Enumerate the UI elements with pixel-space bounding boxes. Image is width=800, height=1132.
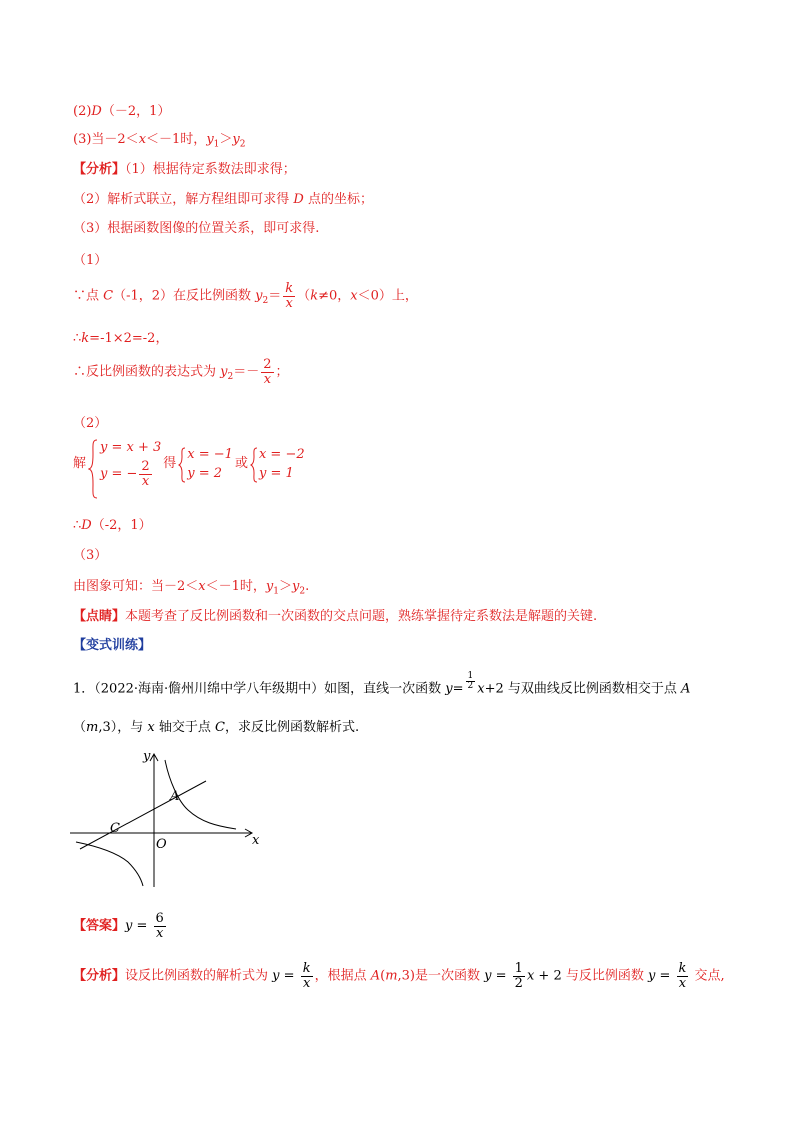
text: ＜－1时， <box>205 579 266 594</box>
linear-function-line <box>80 781 206 849</box>
denominator: x <box>678 975 687 991</box>
text: ＜0）上， <box>357 288 418 304</box>
analysis-step-3 <box>73 217 319 236</box>
text: 2 <box>262 296 269 307</box>
text: ＝－ <box>233 364 260 380</box>
text: ∴ <box>73 331 82 346</box>
hyperbola-branch-lower <box>76 842 143 886</box>
answer-part-3 <box>73 128 246 150</box>
text: x <box>138 132 147 147</box>
text: A <box>681 681 691 697</box>
solution-conclusion <box>73 575 309 597</box>
text: x <box>526 968 535 984</box>
text: + 2 <box>534 968 562 984</box>
analysis-line <box>73 158 296 177</box>
text: 交点, <box>690 968 725 984</box>
answer-part-2 <box>73 100 170 119</box>
text: . <box>305 579 310 594</box>
comment-line <box>73 605 597 624</box>
text: y <box>220 364 228 380</box>
denominator: 2 <box>514 975 523 991</box>
analysis-tag: 【分析】 <box>73 968 126 984</box>
text: k <box>81 331 90 346</box>
point-a-label: A <box>170 789 180 804</box>
text: = <box>452 681 464 697</box>
text: （-1，2）在反比例函数 <box>113 288 256 304</box>
left-brace <box>250 447 258 483</box>
left-brace <box>88 439 98 499</box>
text: 解 <box>73 456 87 472</box>
denominator: x <box>285 295 293 311</box>
denominator: x <box>156 925 164 941</box>
answer-line <box>73 912 168 940</box>
solution-part-3-label <box>73 544 107 563</box>
text: m <box>86 720 99 735</box>
fraction <box>261 358 273 386</box>
analysis-tag: 【分析】 <box>73 162 126 177</box>
text: （2） <box>73 416 108 431</box>
text: ＞ <box>279 579 293 594</box>
text: （1）根据待定系数法即求得； <box>125 162 296 177</box>
text: y <box>647 968 656 984</box>
text: （3）根据函数图像的位置关系，即可求得. <box>73 221 320 236</box>
analysis-step-2 <box>73 188 373 207</box>
text: (3)当－2＜ <box>73 132 139 147</box>
text: y <box>206 132 214 147</box>
answer-tag: 【答案】 <box>73 918 126 934</box>
text: ＞ <box>219 132 233 147</box>
solution-part-1-label <box>73 249 107 268</box>
text: = <box>655 968 675 984</box>
text: 轴交于点 <box>154 720 215 735</box>
text: 得 <box>163 456 177 472</box>
equation-system-line <box>73 439 307 488</box>
text: 1 <box>213 139 220 150</box>
solution-line-point-c <box>73 282 418 310</box>
text: 设反比例函数的解析式为 <box>125 968 273 984</box>
text: = <box>279 968 299 984</box>
numerator: 2 <box>263 357 272 372</box>
text: = <box>491 968 511 984</box>
text: x <box>147 720 155 735</box>
text: 或 <box>234 456 248 472</box>
text: D <box>293 192 304 207</box>
text: （ <box>73 720 87 735</box>
numerator: 1 <box>514 961 523 976</box>
text: （2）解析式联立，解方程组即可求得 <box>73 192 294 207</box>
solution-line-k <box>73 327 168 346</box>
equation-system <box>88 439 161 488</box>
text: （－2，1） <box>101 104 171 119</box>
point-c-label: C <box>110 821 120 836</box>
text: y = − <box>100 466 138 482</box>
denominator: x <box>302 975 311 991</box>
fraction <box>513 962 525 990</box>
text: y <box>484 968 492 984</box>
text: y <box>292 579 300 594</box>
numerator: 2 <box>141 459 150 474</box>
text: D <box>91 104 102 119</box>
text: =-1×2=-2， <box>89 331 169 346</box>
numerator: k <box>678 961 687 976</box>
text: D <box>81 518 92 533</box>
comment-tag: 【点睛】 <box>73 609 126 624</box>
fraction <box>677 962 689 990</box>
text: C <box>103 288 114 304</box>
text: （3） <box>73 548 108 563</box>
numerator: k <box>302 961 311 976</box>
text: 1 <box>273 586 279 597</box>
text: ( <box>380 968 386 984</box>
section-heading <box>73 634 151 653</box>
fraction <box>466 672 476 692</box>
text: y <box>265 579 274 594</box>
text: x <box>198 579 206 594</box>
fraction <box>154 912 166 940</box>
text: ,3），与 <box>98 720 148 735</box>
text: x <box>477 681 485 697</box>
equation: y = x + 3 <box>100 440 162 455</box>
text: ≠0， <box>318 288 351 304</box>
equation: y = 1 <box>258 466 294 482</box>
text: 点的坐标； <box>303 192 373 207</box>
solution-point-d <box>73 514 152 533</box>
text: 本题考查了反比例函数和一次函数的交点问题，熟练掌握待定系数法是解题的关键. <box>125 609 598 624</box>
text: x <box>350 288 358 304</box>
text: y <box>272 968 280 984</box>
x-axis-label: x <box>252 833 260 848</box>
text: ∵点 <box>73 288 104 304</box>
text: C <box>215 720 225 735</box>
text: 1．（2022·海南·儋州川绵中学八年级期中）如图，直线一次函数 <box>73 681 446 697</box>
equation <box>100 460 161 488</box>
equation: x = −2 <box>258 447 305 463</box>
text: 2 <box>299 586 306 597</box>
text: ∴ <box>73 518 82 533</box>
fraction <box>301 962 313 990</box>
text: k <box>310 288 319 304</box>
text: （1） <box>73 253 108 268</box>
origin-label: O <box>156 837 167 852</box>
text: y <box>232 132 240 147</box>
text: A <box>370 968 381 984</box>
solution-system-1 <box>178 447 233 480</box>
fraction <box>283 282 295 310</box>
solution-part-2-label <box>73 412 107 431</box>
text: （ <box>297 288 311 304</box>
text: m <box>385 968 398 984</box>
text: y <box>445 681 453 697</box>
question-1-line-1 <box>73 672 690 696</box>
denominator: 2 <box>467 681 474 692</box>
text: y <box>255 288 263 304</box>
solution-system-2 <box>250 447 305 480</box>
denominator: x <box>141 473 150 489</box>
text: （-2，1） <box>91 518 152 533</box>
text: 与反比例函数 <box>561 968 648 984</box>
denominator: x <box>263 371 272 387</box>
text: ； <box>275 364 289 380</box>
question-1-line-2 <box>73 716 359 735</box>
text: 【变式训练】 <box>73 638 152 653</box>
text: 由图象可知：当－2＜ <box>73 579 199 594</box>
numerator: 1 <box>467 671 474 681</box>
solution-line-expression <box>73 358 289 386</box>
left-brace <box>178 447 186 483</box>
text: ，根据点 <box>314 968 371 984</box>
text: y <box>125 918 133 934</box>
text: ＜－1时， <box>146 132 207 147</box>
text: 2 <box>239 139 246 150</box>
text: = <box>132 918 152 934</box>
analysis-line-2 <box>73 962 725 990</box>
equation: y = 2 <box>187 466 223 482</box>
text: ，求反比例函数解析式. <box>224 720 360 735</box>
function-graph-figure <box>66 744 266 894</box>
fraction <box>139 460 151 488</box>
equation: x = −1 <box>187 447 233 463</box>
text: +2 与双曲线反比例函数相交于点 <box>484 681 682 697</box>
text: ＝ <box>268 288 282 304</box>
numerator: k <box>285 281 294 296</box>
y-axis-label: y <box>143 749 151 764</box>
text: ∴反比例函数的表达式为 <box>73 364 221 380</box>
text: ,3)是一次函数 <box>397 968 485 984</box>
numerator: 6 <box>155 911 164 926</box>
text: 2 <box>227 372 234 383</box>
text: (2) <box>73 104 92 119</box>
